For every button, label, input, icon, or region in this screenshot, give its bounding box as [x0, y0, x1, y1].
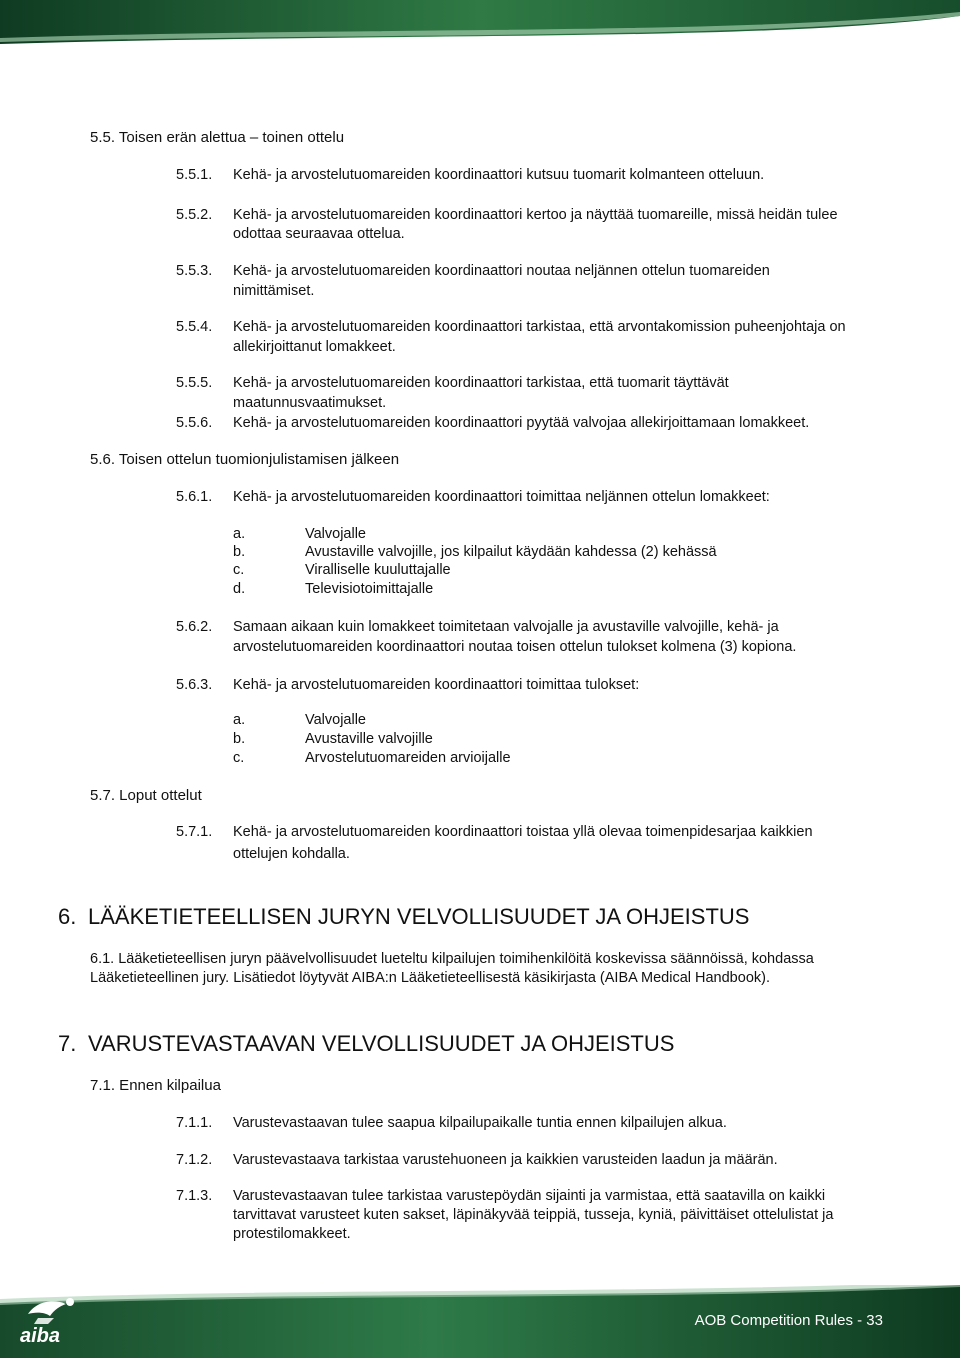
item-text: Kehä- ja arvostelutuomareiden koordinaattori tarkistaa, että arvontakomission puheenjohtaja on [233, 319, 846, 335]
item-text: allekirjoittanut lomakkeet. [233, 339, 396, 355]
list-item: Televisiotoimittajalle [305, 581, 434, 597]
item-text: ottelujen kohdalla. [233, 846, 350, 862]
item-text: maatunnusvaatimukset. [233, 395, 387, 411]
list-letter: c. [233, 562, 245, 578]
item-text: protestilomakkeet. [233, 1226, 351, 1242]
section-title-5-7: 5.7. Loput ottelut [90, 787, 202, 804]
chapter-number: 7. [58, 1031, 77, 1056]
item-number: 7.1.3. [176, 1188, 213, 1204]
item-text: Varustevastaavan tulee tarkistaa varustepöydän sijainti ja varmistaa, että saatavilla on kaikki [233, 1188, 826, 1204]
list-item: Avustaville valvojille [305, 731, 433, 747]
item-text: nimittämiset. [233, 283, 315, 299]
header-band [0, 0, 960, 48]
list-item: Viralliselle kuuluttajalle [305, 562, 451, 578]
item-number: 5.5.1. [176, 167, 213, 183]
item-number: 7.1.1. [176, 1115, 213, 1131]
list-item: Avustaville valvojille, jos kilpailut käydään kahdessa (2) kehässä [305, 544, 717, 560]
section-title-7-1: 7.1. Ennen kilpailua [90, 1077, 221, 1094]
item-text: arvostelutuomareiden koordinaattori noutaa toisen ottelun tulokset kolmena (3) kopiona. [233, 639, 797, 655]
item-text: Kehä- ja arvostelutuomareiden koordinaattori toimittaa tulokset: [233, 677, 640, 693]
list-item: Valvojalle [305, 526, 366, 542]
chapter-number: 6. [58, 904, 77, 929]
chapter-heading: VARUSTEVASTAAVAN VELVOLLISUUDET JA OHJEISTUS [88, 1031, 675, 1056]
aiba-boxer-icon [14, 1294, 84, 1346]
list-letter: a. [233, 712, 246, 728]
logo-wordmark: aiba [20, 1325, 61, 1346]
item-number: 5.5.4. [176, 319, 213, 335]
item-text: Kehä- ja arvostelutuomareiden koordinaattori tarkistaa, että tuomarit täyttävät [233, 375, 729, 391]
item-text: Varustevastaavan tulee saapua kilpailupaikalle tuntia ennen kilpailujen alkua. [233, 1115, 727, 1131]
item-text: Kehä- ja arvostelutuomareiden koordinaattori pyytää valvojaa allekirjoittamaan lomakkeet. [233, 415, 810, 431]
list-item: Arvostelutuomareiden arvioijalle [305, 750, 511, 766]
item-text: Kehä- ja arvostelutuomareiden koordinaattori toistaa yllä olevaa toimenpidesarjaa kaikkien [233, 824, 813, 840]
item-number: 5.5.5. [176, 375, 213, 391]
section-title-5-5: 5.5. Toisen erän alettua – toinen ottelu [90, 129, 345, 146]
item-number: 5.5.6. [176, 415, 213, 431]
item-number: 5.6.2. [176, 619, 213, 635]
item-text: Kehä- ja arvostelutuomareiden koordinaattori toimittaa neljännen ottelun lomakkeet: [233, 489, 770, 505]
item-number: 5.6.1. [176, 489, 213, 505]
paragraph-line: 6.1. Lääketieteellisen juryn päävelvollisuudet lueteltu kilpailujen toimihenkilöitä koskevissa säännöissä, kohdassa [90, 951, 814, 967]
list-letter: b. [233, 544, 246, 560]
item-number: 5.5.3. [176, 263, 213, 279]
item-number: 5.5.2. [176, 207, 213, 223]
item-number: 5.6.3. [176, 677, 213, 693]
item-text: Kehä- ja arvostelutuomareiden koordinaattori noutaa neljännen ottelun tuomareiden [233, 263, 770, 279]
item-text: Varustevastaava tarkistaa varustehuoneen ja kaikkien varusteiden laadun ja määrän. [233, 1152, 778, 1168]
item-text: Kehä- ja arvostelutuomareiden koordinaattori kutsuu tuomarit kolmanteen otteluun. [233, 167, 765, 183]
paragraph-line: Lääketieteellinen jury. Lisätiedot löytyvät AIBA:n Lääketieteellisestä käsikirjasta (AIBA Medical Handbook). [90, 970, 770, 986]
item-number: 7.1.2. [176, 1152, 213, 1168]
item-text: odottaa seuraavaa ottelua. [233, 226, 405, 242]
section-title-5-6: 5.6. Toisen ottelun tuomionjulistamisen jälkeen [90, 451, 400, 468]
list-letter: a. [233, 526, 246, 542]
item-text: Samaan aikaan kuin lomakkeet toimitetaan valvojalle ja avustaville valvojille, kehä- ja [233, 619, 779, 635]
list-item: Valvojalle [305, 712, 366, 728]
chapter-heading: LÄÄKETIETEELLISEN JURYN VELVOLLISUUDET JA OHJEISTUS [88, 904, 750, 929]
footer-page-label: AOB Competition Rules - 33 [694, 1312, 883, 1329]
item-text: tarvittavat varusteet kuten sakset, läpinäkyvää teippiä, tusseja, kyniä, päivittäiset ottelulistat ja [233, 1207, 834, 1223]
list-letter: c. [233, 750, 245, 766]
item-number: 5.7.1. [176, 824, 213, 840]
list-letter: b. [233, 731, 246, 747]
item-text: Kehä- ja arvostelutuomareiden koordinaattori kertoo ja näyttää tuomareille, missä heidän tulee [233, 207, 838, 223]
list-letter: d. [233, 581, 246, 597]
